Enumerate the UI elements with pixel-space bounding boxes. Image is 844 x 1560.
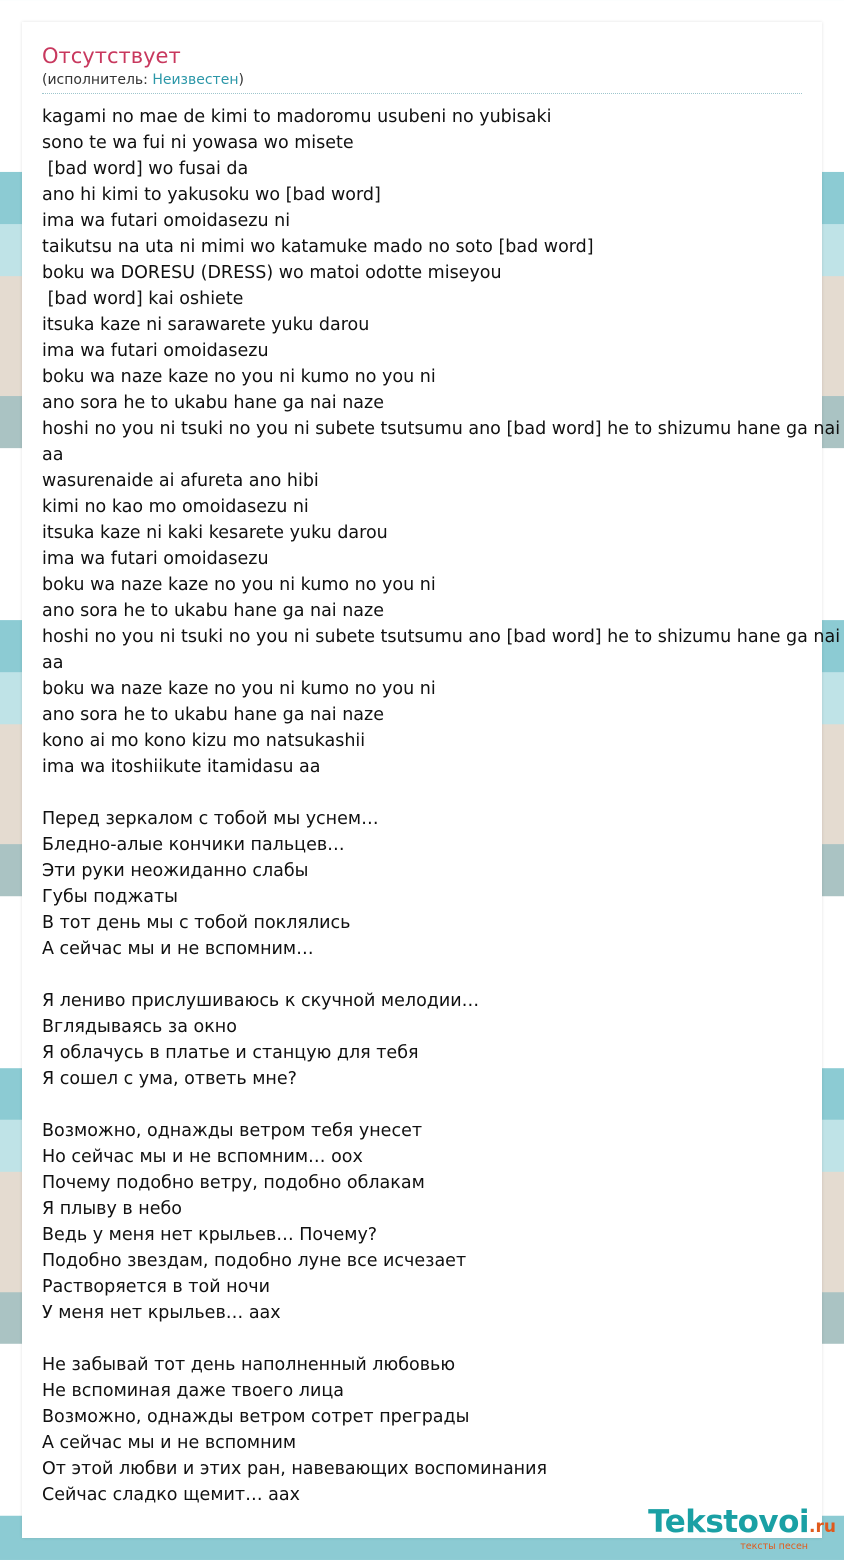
lyric-line: От этой любви и этих ран, навевающих воспоминания [42,1459,548,1479]
lyric-line: Не вспоминая даже твоего лица [42,1381,344,1401]
lyric-line: aa [42,445,64,465]
lyric-line: hoshi no you ni tsuki no you ni subete tsutsumu ano [bad word] he to shizumu hane ga nai [42,627,841,647]
lyric-line: Вглядываясь за окно [42,1017,237,1037]
lyric-line: ano sora he to ukabu hane ga nai naze [42,705,384,725]
logo-domain: .ru [809,1517,836,1537]
lyric-line [42,780,844,806]
lyric-line: boku wa naze kaze no you ni kumo no you ni [42,367,436,387]
lyric-line: kagami no mae de kimi to madoromu usubeni no yubisaki [42,107,552,127]
lyric-line: В тот день мы с тобой поклялись [42,913,351,933]
logo-tagline: тексты песен [740,1541,808,1552]
lyric-line: ima wa futari omoidasezu [42,549,269,569]
lyric-line: itsuka kaze ni sarawarete yuku darou [42,315,370,335]
lyric-line: kimi no kao mo omoidasezu ni [42,497,309,517]
lyric-line: Сейчас сладко щемит… аах [42,1485,300,1505]
lyric-line: У меня нет крыльев… аах [42,1303,281,1323]
lyric-line: ima wa itoshiikute itamidasu aa [42,757,321,777]
title-divider [42,93,802,94]
lyric-line: Не забывай тот день наполненный любовью [42,1355,456,1375]
lyric-line: boku wa naze kaze no you ni kumo no you ni [42,575,436,595]
lyric-line: itsuka kaze ni kaki kesarete yuku darou [42,523,388,543]
lyric-line: ano sora he to ukabu hane ga nai naze [42,601,384,621]
lyric-line: ima wa futari omoidasezu [42,341,269,361]
artist-link[interactable]: Неизвестен [152,72,239,88]
lyric-line: aa [42,653,64,673]
lyric-line: Но сейчас мы и не вспомним… оох [42,1147,363,1167]
lyric-line: [bad word] kai oshiete [42,289,244,309]
lyric-line: hoshi no you ni tsuki no you ni subete tsutsumu ano [bad word] he to shizumu hane ga nai [42,419,841,439]
lyric-line [42,1092,844,1118]
lyric-line: Я плыву в небо [42,1199,182,1219]
lyric-line: Ведь у меня нет крыльев… Почему? [42,1225,378,1245]
lyric-line: А сейчас мы и не вспомним [42,1433,297,1453]
logo-name: Tekstovoi [648,1504,810,1540]
lyric-line: Растворяется в той ночи [42,1277,270,1297]
lyric-line [42,962,844,988]
lyric-line: ano hi kimi to yakusoku wo [bad word] [42,185,381,205]
lyric-line: Подобно звездам, подобно луне все исчезает [42,1251,467,1271]
lyric-line: Губы поджаты [42,887,178,907]
lyric-line: [bad word] wo fusai da [42,159,249,179]
site-logo[interactable] [648,1506,836,1552]
lyric-line: А сейчас мы и не вспомним… [42,939,314,959]
lyrics-text [42,104,844,1508]
lyric-line: ano sora he to ukabu hane ga nai naze [42,393,384,413]
lyric-line: Эти руки неожиданно слабы [42,861,309,881]
lyric-line: Почему подобно ветру, подобно облакам [42,1173,425,1193]
lyric-line: kono ai mo kono kizu mo natsukashii [42,731,366,751]
lyric-line: ima wa futari omoidasezu ni [42,211,291,231]
lyric-line: Я сошел с ума, ответь мне? [42,1069,297,1089]
lyric-line: sono te wa fui ni yowasa wo misete [42,133,354,153]
lyric-line: Перед зеркалом с тобой мы уснем… [42,809,379,829]
lyric-line: Я лениво прислушиваюсь к скучной мелодии… [42,991,480,1011]
lyric-line: Возможно, однажды ветром сотрет преграды [42,1407,470,1427]
lyric-line: boku wa naze kaze no you ni kumo no you ni [42,679,436,699]
logo-wordmark [648,1506,836,1543]
lyric-line: taikutsu na uta ni mimi wo katamuke mado no soto [bad word] [42,237,594,257]
lyric-line: Бледно-алые кончики пальцев… [42,835,345,855]
lyric-line: Я облачусь в платье и станцую для тебя [42,1043,419,1063]
lyric-line: boku wa DORESU (DRESS) wo matoi odotte miseyou [42,263,502,283]
song-title: Отсутствует [42,44,181,68]
artist-suffix: ) [238,72,244,88]
lyric-line: wasurenaide ai afureta ano hibi [42,471,319,491]
artist-line [42,72,244,88]
artist-prefix: (исполнитель: [42,72,153,88]
lyric-line: Возможно, однажды ветром тебя унесет [42,1121,423,1141]
lyric-line [42,1326,844,1352]
